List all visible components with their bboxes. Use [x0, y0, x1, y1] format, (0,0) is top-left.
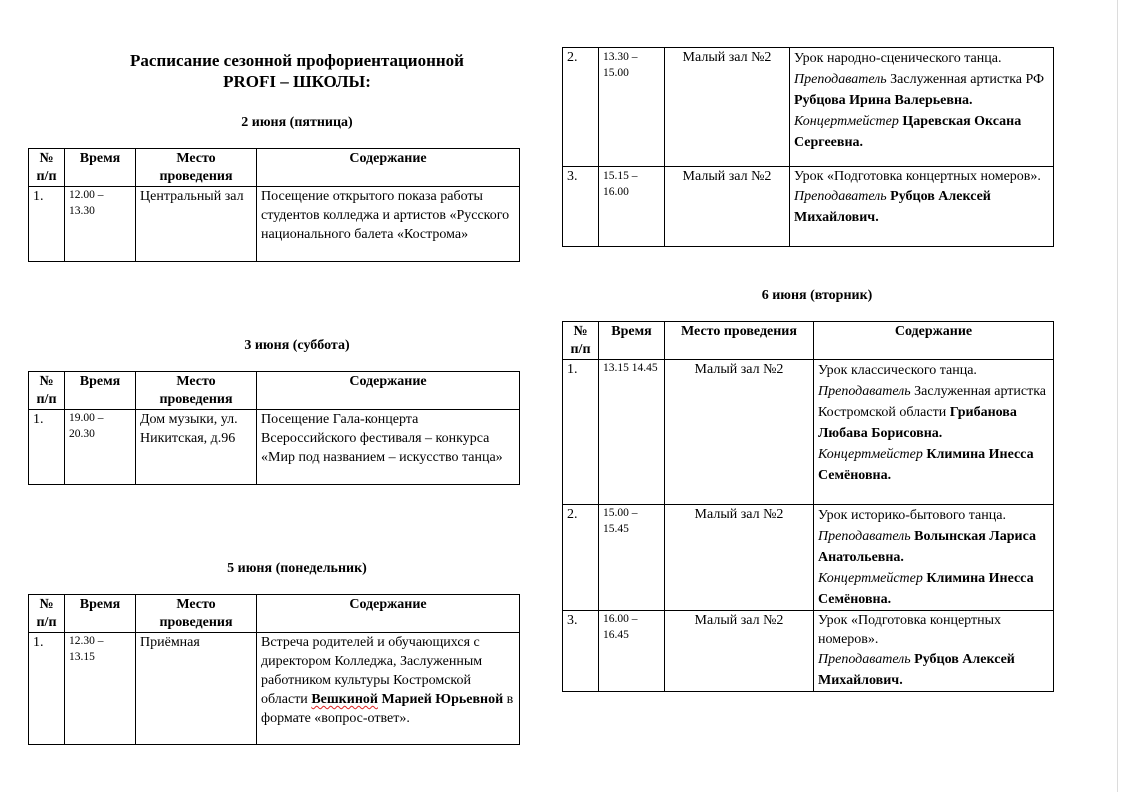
accompanist-name: Царевская Оксана Сергеевна. [794, 114, 1022, 150]
row-num: 1. [29, 633, 65, 745]
row-place: Приёмная [136, 633, 257, 745]
row-content [814, 505, 1054, 611]
header-place: Место проведения [136, 149, 257, 187]
row-num: 1. [563, 360, 599, 505]
table-row [563, 611, 1054, 692]
teacher-line [794, 186, 1049, 228]
table-row [29, 633, 520, 745]
row-place: Малый зал №2 [665, 48, 790, 167]
table-row [563, 48, 1054, 167]
accompanist-role: Концертмейстер [794, 114, 899, 129]
row-num: 2. [563, 505, 599, 611]
row-place: Малый зал №2 [665, 611, 814, 692]
day-heading-june-3: 3 июня (суббота) [244, 338, 350, 353]
header-num: № п/п [29, 595, 65, 633]
row-time: 13.15 14.45 [599, 360, 665, 505]
accompanist-role: Концертмейстер [818, 447, 923, 462]
row-place: Малый зал №2 [665, 167, 790, 247]
header-num: № п/п [29, 372, 65, 410]
teacher-role: Преподаватель [818, 652, 911, 667]
row-content [257, 633, 520, 745]
lesson-title: Урок «Подготовка концертных номеров». [818, 613, 1001, 647]
accompanist-name: Климина Инесса Семёновна. [818, 571, 1034, 607]
teacher-role: Преподаватель [794, 72, 887, 87]
accompanist-name: Климина Инесса Семёновна. [818, 447, 1034, 483]
row-time: 13.30 – 15.00 [599, 48, 665, 167]
header-time: Время [65, 372, 136, 410]
accompanist-role: Концертмейстер [818, 571, 923, 586]
teacher-name: Рубцов Алексей Михайлович. [818, 652, 1015, 688]
header-place: Место проведения [136, 372, 257, 410]
row-content [790, 48, 1054, 167]
row-num: 3. [563, 167, 599, 247]
schedule-table-june-5-continued [562, 47, 1054, 247]
table-row [563, 360, 1054, 505]
table-row [563, 505, 1054, 611]
teacher-title: Заслуженная артистка Костромской области [818, 384, 1047, 420]
lesson-title: Урок историко-бытового танца. [818, 508, 1006, 523]
header-num: № п/п [563, 322, 599, 360]
header-num: № п/п [29, 149, 65, 187]
header-place: Место проведения [665, 322, 814, 360]
content-text: Встреча родителей и обучающихся с директором Колледжа, Заслуженным работником культуры Костромской области [261, 635, 483, 707]
row-time: 15.15 – 16.00 [599, 167, 665, 247]
lesson-title: Урок «Подготовка концертных номеров». [794, 169, 1041, 184]
table-row [29, 410, 520, 485]
header-content: Содержание [814, 322, 1054, 360]
person-name: Марией Юрьевной [377, 692, 504, 707]
row-time: 16.00 – 16.45 [599, 611, 665, 692]
row-num: 2. [563, 48, 599, 167]
header-content: Содержание [257, 595, 520, 633]
lesson-title: Урок классического танца. [818, 363, 977, 378]
teacher-name: Рубцов Алексей Михайлович. [794, 189, 991, 225]
teacher-line [794, 69, 1049, 111]
header-place: Место проведения [136, 595, 257, 633]
teacher-role: Преподаватель [794, 189, 887, 204]
teacher-title: Заслуженная артистка РФ [886, 72, 1045, 87]
table-header-row [563, 322, 1054, 360]
table-row [29, 187, 520, 262]
row-time: 15.00 – 15.45 [599, 505, 665, 611]
teacher-role: Преподаватель [818, 384, 911, 399]
teacher-name: Волынская Лариса Анатольевна. [818, 529, 1036, 565]
day-heading-june-6: 6 июня (вторник) [761, 288, 873, 303]
table-header-row [29, 149, 520, 187]
table-header-row [29, 372, 520, 410]
accompanist-line [818, 568, 1049, 610]
header-time: Время [65, 595, 136, 633]
lesson-title: Урок народно-сценического танца. [794, 51, 1002, 66]
schedule-table-june-3 [28, 371, 520, 485]
content-text-end: в формате «вопрос-ответ». [261, 692, 514, 726]
row-num: 1. [29, 410, 65, 485]
teacher-line [818, 649, 1049, 691]
row-place: Центральный зал [136, 187, 257, 262]
row-time: 19.00 – 20.30 [65, 410, 136, 485]
teacher-name: Грибанова Любава Борисовна. [818, 405, 1017, 441]
row-content [814, 360, 1054, 505]
table-row [563, 167, 1054, 247]
schedule-table-june-2 [28, 148, 520, 262]
row-place: Малый зал №2 [665, 360, 814, 505]
row-num: 1. [29, 187, 65, 262]
row-content [814, 611, 1054, 692]
row-place: Дом музыки, ул. Никитская, д.96 [136, 410, 257, 485]
person-surname: Вешкиной [311, 692, 378, 707]
row-content: Посещение открытого показа работы студентов колледжа и артистов «Русского национального балета «Кострома» [257, 187, 520, 262]
header-content: Содержание [257, 149, 520, 187]
schedule-table-june-6 [562, 321, 1054, 692]
page-title-line2: PROFI – ШКОЛЫ: [223, 72, 371, 91]
schedule-table-june-5 [28, 594, 520, 745]
table-header-row [29, 595, 520, 633]
row-time: 12.30 – 13.15 [65, 633, 136, 745]
teacher-line [818, 381, 1049, 444]
teacher-name: Рубцова Ирина Валерьевна. [794, 93, 973, 108]
page-edge [1117, 0, 1118, 792]
header-time: Время [599, 322, 665, 360]
page-title-line1: Расписание сезонной профориентационной [130, 51, 464, 70]
accompanist-line [818, 444, 1049, 486]
row-content [790, 167, 1054, 247]
page-title [28, 50, 566, 92]
row-time: 12.00 – 13.30 [65, 187, 136, 262]
header-content: Содержание [257, 372, 520, 410]
day-heading-june-5: 5 июня (понедельник) [227, 561, 367, 576]
row-place: Малый зал №2 [665, 505, 814, 611]
header-time: Время [65, 149, 136, 187]
day-heading-june-2: 2 июня (пятница) [241, 115, 353, 130]
row-content: Посещение Гала-концерта Всероссийского фестиваля – конкурса «Мир под названием – искусство танца» [257, 410, 520, 485]
accompanist-line [794, 111, 1049, 153]
teacher-line [818, 526, 1049, 568]
teacher-role: Преподаватель [818, 529, 911, 544]
row-num: 3. [563, 611, 599, 692]
